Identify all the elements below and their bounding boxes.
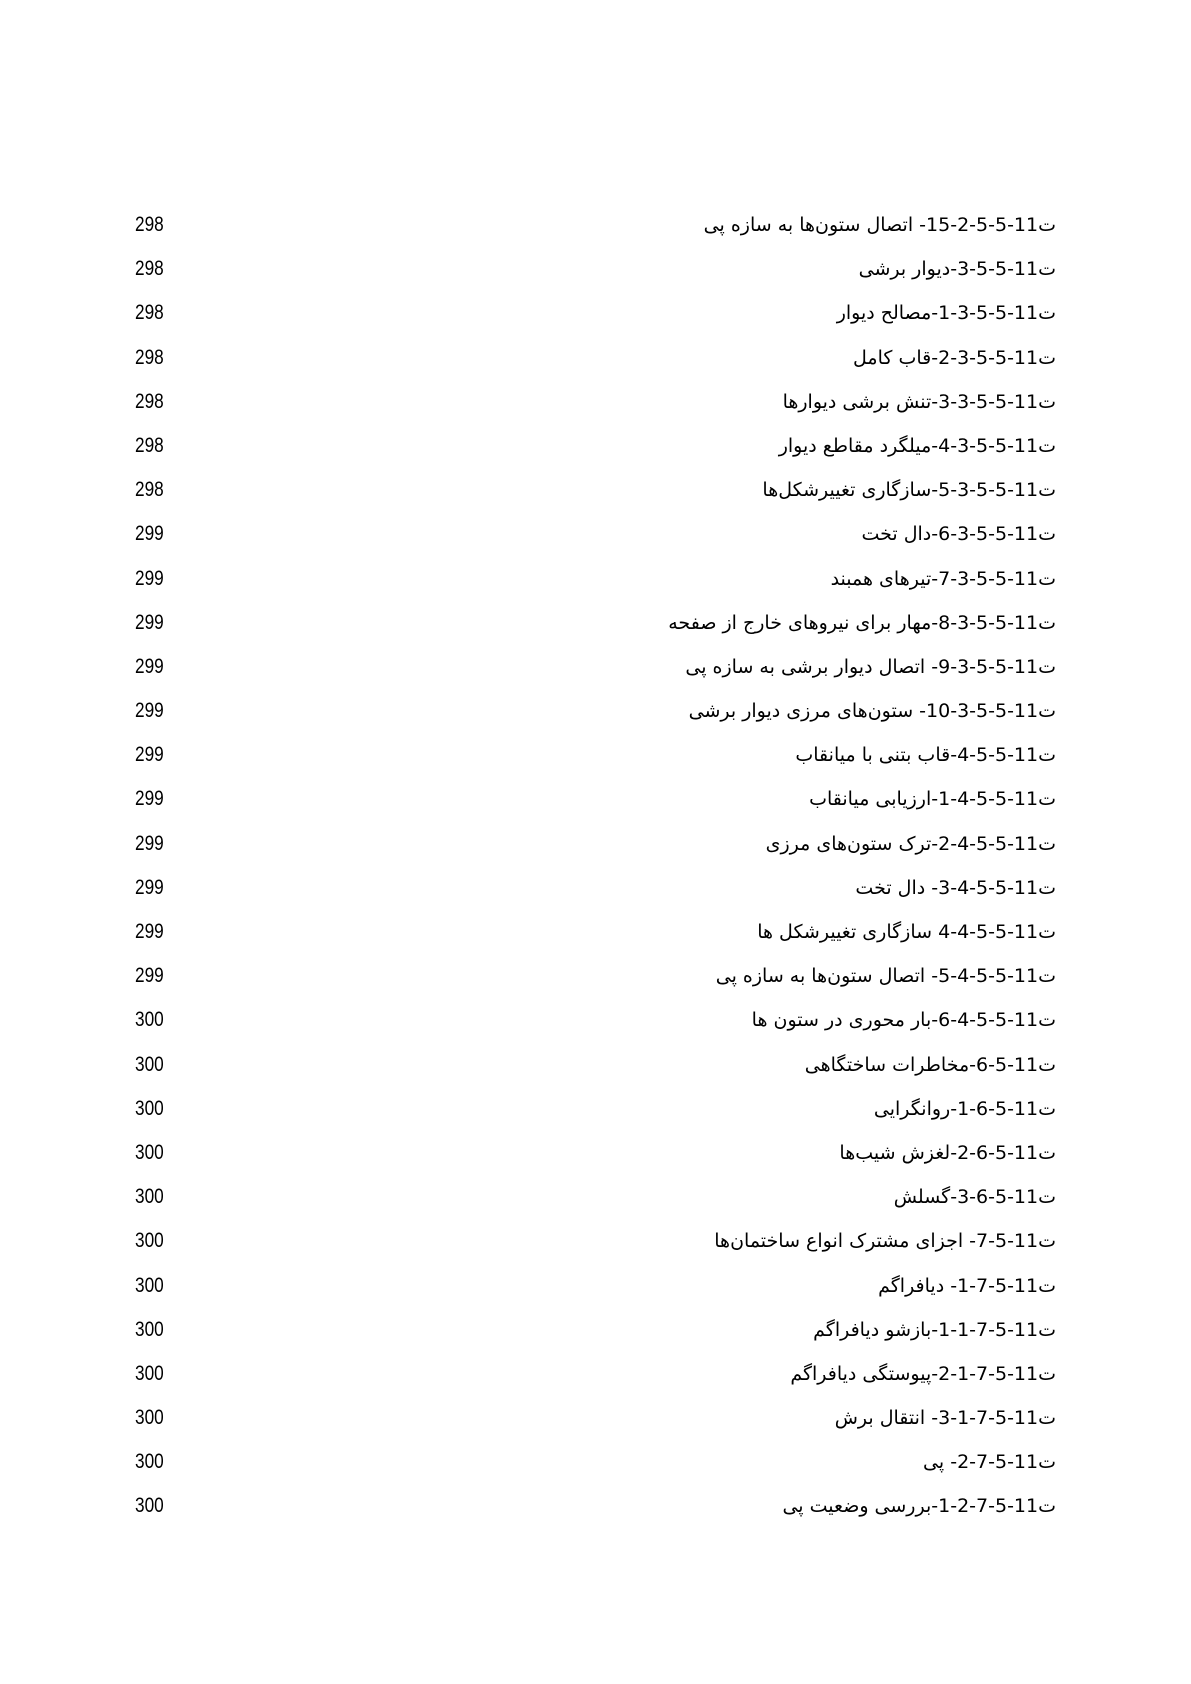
toc-entry <box>0 1405 1191 1449</box>
toc-entry-page-number: 300 <box>135 1406 164 1430</box>
toc-entry-page-number: 299 <box>135 743 164 767</box>
toc-entry <box>0 521 1191 565</box>
toc-entry-title: ت11-5-5-2-15- اتصال ستون‌ها به سازه پی <box>703 214 1056 236</box>
toc-entry-title: ت11-5-7-1-2-پیوستگی دیافراگم <box>790 1362 1056 1385</box>
toc-entry-title: ت11-5-7-1-3- انتقال برش <box>834 1407 1056 1430</box>
toc-entry-page-number: 299 <box>135 566 164 590</box>
toc-entry-page-number: 298 <box>135 213 164 236</box>
toc-entry <box>0 1140 1191 1184</box>
toc-entry-title: ت11-5-5-3-10- ستون‌های مرزی دیوار برشی <box>688 700 1056 723</box>
toc-entry-title: ت11-5-5-3-5-سازگاری تغییرشکل‌ها <box>762 479 1056 502</box>
toc-entry-page-number: 298 <box>135 301 164 325</box>
toc-entry <box>0 698 1191 742</box>
toc-entry <box>0 1052 1191 1096</box>
toc-entry-title: ت11-5-7-1-1-بازشو دیافراگم <box>813 1318 1056 1341</box>
toc-entry-title: ت11-5-5-4-1-ارزیابی میانقاب <box>809 788 1056 811</box>
toc-entry-title: ت11-5-7-2-1-بررسی وضعیت پی <box>782 1495 1056 1518</box>
toc-entry-page-number: 300 <box>135 1229 164 1253</box>
toc-entry <box>0 963 1191 1007</box>
toc-entry-page-number: 299 <box>135 610 164 634</box>
toc-entry <box>0 433 1191 477</box>
toc-entry-title: ت11-5-5-3-4-میلگرد مقاطع دیوار <box>778 434 1056 457</box>
toc-entry-page-number: 298 <box>135 433 164 457</box>
table-of-contents <box>0 212 1191 1538</box>
toc-entry-page-number: 298 <box>135 257 164 281</box>
toc-entry-page-number: 299 <box>135 964 164 988</box>
toc-entry-page-number: 299 <box>135 654 164 678</box>
toc-entry <box>0 610 1191 654</box>
toc-entry-title: ت11-5-5-3-دیوار برشی <box>858 258 1056 281</box>
toc-entry-page-number: 299 <box>135 875 164 899</box>
toc-entry-title: ت11-5-5-3-6-دال تخت <box>861 523 1056 546</box>
toc-entry <box>0 566 1191 610</box>
toc-entry-page-number: 300 <box>135 1140 164 1164</box>
toc-entry-page-number: 298 <box>135 478 164 502</box>
toc-entry <box>0 654 1191 698</box>
toc-entry-title: ت11-5-5-3-3-تنش برشی دیوارها <box>782 390 1056 413</box>
toc-entry-page-number: 300 <box>135 1008 164 1032</box>
toc-entry-page-number: 299 <box>135 787 164 811</box>
toc-entry <box>0 212 1191 256</box>
toc-entry-page-number: 300 <box>135 1494 164 1518</box>
toc-entry-title: ت11-5-5-3-2-قاب کامل <box>853 346 1056 369</box>
toc-entry-title: ت11-5-5-4-قاب بتنی با میانقاب <box>795 744 1056 767</box>
toc-entry-title: ت11-5-5-4-6-بار محوری در ستون ها <box>751 1009 1056 1032</box>
toc-entry-page-number: 300 <box>135 1273 164 1297</box>
toc-entry <box>0 256 1191 300</box>
toc-entry-page-number: 300 <box>135 1450 164 1474</box>
toc-entry <box>0 1228 1191 1272</box>
toc-entry-page-number: 299 <box>135 920 164 943</box>
toc-entry-page-number: 300 <box>135 1361 164 1385</box>
toc-entry <box>0 786 1191 830</box>
toc-entry-title: ت11-5-5-3-8-مهار برای نیروهای خارج از صفحه <box>668 611 1056 634</box>
toc-entry-title: ت11-5-6-2-لغزش شیب‌ها <box>839 1141 1056 1164</box>
toc-entry-title: ت11-5-5-3-7-تیرهای همبند <box>830 567 1056 590</box>
toc-entry-page-number: 299 <box>135 522 164 546</box>
toc-entry <box>0 477 1191 521</box>
toc-entry-title: ت11-5-6-3-گسلش <box>893 1186 1056 1209</box>
toc-entry <box>0 300 1191 344</box>
toc-entry <box>0 875 1191 919</box>
toc-entry-title: ت11-5-7- اجزای مشترک انواع ساختمان‌ها <box>714 1230 1056 1253</box>
toc-entry-title: ت11-5-7-2- پی <box>923 1451 1056 1474</box>
toc-entry-page-number: 300 <box>135 1317 164 1341</box>
toc-entry-title: ت11-5-5-4-4 سازگاری تغییرشکل ها <box>757 921 1056 943</box>
toc-entry-title: ت11-5-5-3-1-مصالح دیوار <box>836 302 1056 325</box>
toc-entry-title: ت11-5-5-4-5- اتصال ستون‌ها به سازه پی <box>715 965 1056 988</box>
toc-entry-title: ت11-5-7-1- دیافراگم <box>878 1274 1056 1297</box>
toc-entry <box>0 389 1191 433</box>
toc-entry-page-number: 299 <box>135 699 164 723</box>
toc-entry <box>0 1493 1191 1537</box>
toc-entry-page-number: 300 <box>135 1185 164 1209</box>
toc-entry-title: ت11-5-5-4-2-ترک ستون‌های مرزی <box>765 832 1056 855</box>
toc-entry-title: ت11-5-6-1-روانگرایی <box>873 1097 1056 1120</box>
toc-entry <box>0 919 1191 963</box>
toc-entry-page-number: 298 <box>135 389 164 413</box>
toc-entry-title: ت11-5-5-3-9- اتصال دیوار برشی به سازه پی <box>685 655 1056 678</box>
toc-entry-page-number: 298 <box>135 345 164 369</box>
toc-entry-title: ت11-5-5-4-3- دال تخت <box>855 876 1056 899</box>
toc-entry-page-number: 299 <box>135 831 164 855</box>
toc-entry <box>0 1096 1191 1140</box>
toc-entry <box>0 1317 1191 1361</box>
toc-entry <box>0 1184 1191 1228</box>
toc-entry <box>0 1273 1191 1317</box>
toc-entry <box>0 1449 1191 1493</box>
toc-entry <box>0 1361 1191 1405</box>
toc-entry <box>0 831 1191 875</box>
toc-entry-page-number: 300 <box>135 1096 164 1120</box>
toc-entry-title: ت11-5-6-مخاطرات ساختگاهی <box>804 1053 1056 1076</box>
toc-entry-page-number: 300 <box>135 1052 164 1076</box>
toc-entry <box>0 345 1191 389</box>
toc-entry <box>0 1007 1191 1051</box>
toc-entry <box>0 742 1191 786</box>
